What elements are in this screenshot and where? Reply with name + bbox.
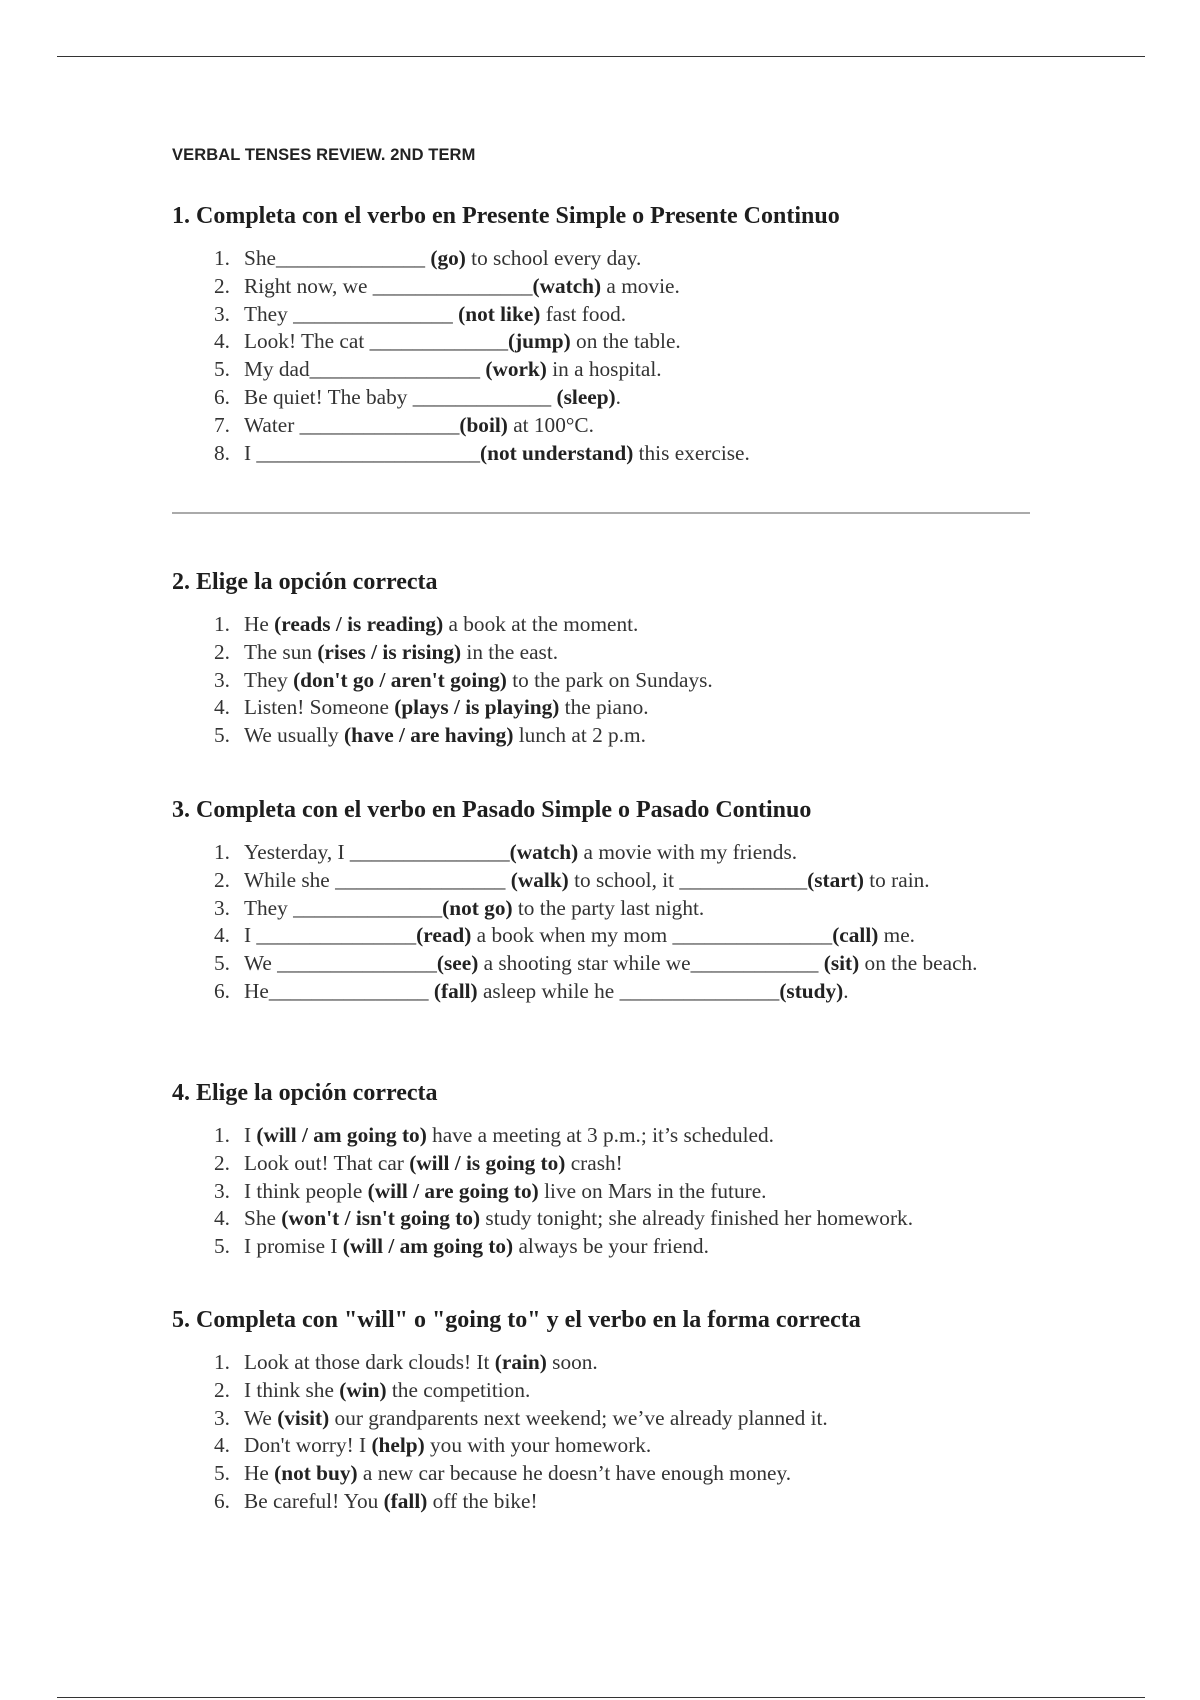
verb-hint: (won't / isn't going to) bbox=[281, 1206, 481, 1231]
verb-hint: (plays / is playing) bbox=[394, 695, 560, 720]
sentence-text: crash! bbox=[565, 1150, 623, 1175]
item-number: 4. bbox=[214, 923, 230, 948]
sentence-text: live on Mars in the future. bbox=[538, 1178, 767, 1203]
exercise-list bbox=[172, 1122, 1072, 1261]
sentence-text: They ______________ bbox=[244, 895, 443, 920]
verb-hint: (watch) bbox=[532, 273, 602, 298]
sentence-text: a book at the moment. bbox=[443, 612, 639, 636]
section-heading: 5. Completa con "will" o "going to" y el verbo en la forma correcta bbox=[172, 1307, 861, 1333]
exercise-item bbox=[172, 412, 1072, 440]
sentence-text: to school, it ____________ bbox=[568, 867, 808, 892]
sentence-text: He bbox=[244, 1461, 275, 1486]
verb-hint: (jump) bbox=[508, 329, 571, 354]
sentence-text: our grandparents next weekend; we’ve already planned it. bbox=[329, 1405, 828, 1430]
verb-hint: (not understand) bbox=[480, 440, 634, 465]
sentence-text: have a meeting at 3 p.m.; it’s scheduled. bbox=[426, 1123, 774, 1147]
section-2 bbox=[172, 567, 1072, 750]
sentence-text: asleep while he _______________ bbox=[477, 978, 780, 1003]
section-heading: 4. Elige la opción correcta bbox=[172, 1080, 438, 1106]
exercise-item bbox=[172, 384, 1072, 412]
sentence-text: a book when my mom _______________ bbox=[471, 923, 833, 948]
exercise-item bbox=[172, 1377, 1072, 1405]
sentence-text: I bbox=[244, 1123, 257, 1147]
verb-hint: (boil) bbox=[459, 412, 508, 437]
sentence-text: the piano. bbox=[559, 695, 649, 720]
exercise-item bbox=[172, 1488, 1072, 1516]
sentence-text: in a hospital. bbox=[546, 357, 662, 382]
verb-hint: (see) bbox=[436, 951, 479, 976]
sentence-text: I think people bbox=[244, 1178, 368, 1203]
sentence-text: to rain. bbox=[863, 867, 930, 892]
sentence-text: . bbox=[843, 978, 849, 1003]
sentence-text: lunch at 2 p.m. bbox=[513, 723, 646, 748]
item-number: 6. bbox=[214, 978, 230, 1003]
sentence-text: He_______________ bbox=[244, 978, 434, 1003]
exercise-item bbox=[172, 1233, 1072, 1261]
exercise-list bbox=[172, 245, 1072, 467]
sentence-text: off the bike! bbox=[427, 1488, 538, 1513]
sentence-text: on the beach. bbox=[859, 951, 978, 976]
sentence-text: He bbox=[244, 612, 275, 636]
item-number: 4. bbox=[214, 1206, 230, 1231]
verb-hint: (don't go / aren't going) bbox=[293, 667, 507, 692]
verb-hint: (will / am going to) bbox=[256, 1123, 427, 1147]
section-heading: 3. Completa con el verbo en Pasado Simple o Pasado Continuo bbox=[172, 797, 812, 823]
verb-hint: (have / are having) bbox=[344, 723, 514, 748]
item-number: 3. bbox=[214, 1178, 230, 1203]
item-number: 3. bbox=[214, 895, 230, 920]
sentence-text: Don't worry! I bbox=[244, 1433, 372, 1458]
exercise-item bbox=[172, 273, 1072, 301]
sentence-text: you with your homework. bbox=[424, 1433, 652, 1458]
item-number: 1. bbox=[214, 840, 230, 864]
item-number: 1. bbox=[214, 246, 230, 270]
section-1 bbox=[172, 201, 1072, 467]
sentence-text: She______________ bbox=[244, 246, 431, 270]
sentence-text: soon. bbox=[546, 1350, 598, 1374]
sentence-text: They _______________ bbox=[244, 301, 459, 326]
verb-hint: (study) bbox=[779, 978, 844, 1003]
item-number: 4. bbox=[214, 695, 230, 720]
exercise-item bbox=[172, 1205, 1072, 1233]
sentence-text: at 100°C. bbox=[507, 412, 594, 437]
verb-hint: (reads / is reading) bbox=[274, 612, 444, 636]
verb-hint: (will / is going to) bbox=[409, 1150, 566, 1175]
verb-hint: (help) bbox=[371, 1433, 425, 1458]
sentence-text: While she ________________ bbox=[244, 867, 511, 892]
item-number: 4. bbox=[214, 329, 230, 354]
exercise-item bbox=[172, 356, 1072, 384]
verb-hint: (win) bbox=[339, 1377, 387, 1402]
exercise-item bbox=[172, 1349, 1072, 1377]
exercise-list bbox=[172, 839, 1072, 1006]
verb-hint: (not go) bbox=[442, 895, 513, 920]
exercise-list bbox=[172, 1349, 1072, 1516]
item-number: 8. bbox=[214, 440, 230, 465]
sentence-text: a movie with my friends. bbox=[578, 840, 798, 864]
sentence-text: Right now, we _______________ bbox=[244, 273, 533, 298]
sentence-text: Look out! That car bbox=[244, 1150, 410, 1175]
exercise-item bbox=[172, 440, 1072, 468]
item-number: 6. bbox=[214, 384, 230, 409]
verb-hint: (walk) bbox=[510, 867, 569, 892]
exercise-item bbox=[172, 722, 1072, 750]
item-number: 4. bbox=[214, 1433, 230, 1458]
sentence-text: . bbox=[615, 384, 621, 409]
exercise-item bbox=[172, 950, 1072, 978]
sentence-text: We usually bbox=[244, 723, 345, 748]
sentence-text: this exercise. bbox=[633, 440, 750, 465]
sentence-text: Be careful! You bbox=[244, 1488, 384, 1513]
verb-hint: (rises / is rising) bbox=[317, 639, 462, 664]
section-divider bbox=[172, 512, 1030, 514]
item-number: 2. bbox=[214, 273, 230, 298]
verb-hint: (sit) bbox=[823, 951, 860, 976]
exercise-item bbox=[172, 978, 1072, 1006]
item-number: 1. bbox=[214, 1350, 230, 1374]
exercise-item bbox=[172, 301, 1072, 329]
section-heading: 2. Elige la opción correcta bbox=[172, 569, 438, 595]
verb-hint: (fall) bbox=[383, 1488, 428, 1513]
section-5 bbox=[172, 1305, 1072, 1516]
exercise-list bbox=[172, 611, 1072, 750]
sentence-text: Look at those dark clouds! It bbox=[244, 1350, 495, 1374]
exercise-item bbox=[172, 1432, 1072, 1460]
verb-hint: (call) bbox=[832, 923, 879, 948]
header-rule bbox=[57, 56, 1145, 57]
item-number: 3. bbox=[214, 1405, 230, 1430]
sentence-text: Listen! Someone bbox=[244, 695, 395, 720]
sentence-text: study tonight; she already finished her homework. bbox=[480, 1206, 914, 1231]
sentence-text: a movie. bbox=[601, 273, 680, 298]
exercise-item bbox=[172, 1122, 1072, 1150]
verb-hint: (fall) bbox=[433, 978, 478, 1003]
verb-hint: (work) bbox=[485, 357, 547, 382]
exercise-item bbox=[172, 1150, 1072, 1178]
item-number: 2. bbox=[214, 1377, 230, 1402]
item-number: 5. bbox=[214, 951, 230, 976]
sentence-text: Look! The cat _____________ bbox=[244, 329, 508, 354]
exercise-item bbox=[172, 1405, 1072, 1433]
item-number: 7. bbox=[214, 412, 230, 437]
verb-hint: (sleep) bbox=[556, 384, 616, 409]
sentence-text: the competition. bbox=[386, 1377, 531, 1402]
item-number: 5. bbox=[214, 357, 230, 382]
sentence-text: a shooting star while we____________ bbox=[478, 951, 824, 976]
item-number: 2. bbox=[214, 1150, 230, 1175]
item-number: 2. bbox=[214, 867, 230, 892]
sentence-text: I _____________________ bbox=[244, 440, 481, 465]
sentence-text: I think she bbox=[244, 1377, 340, 1402]
sentence-text: in the east. bbox=[461, 639, 559, 664]
exercise-item bbox=[172, 895, 1072, 923]
sentence-text: to the park on Sundays. bbox=[506, 667, 713, 692]
verb-hint: (not buy) bbox=[274, 1461, 358, 1486]
sentence-text: Be quiet! The baby _____________ bbox=[244, 384, 557, 409]
verb-hint: (read) bbox=[416, 923, 472, 948]
verb-hint: (not like) bbox=[458, 301, 541, 326]
verb-hint: (go) bbox=[430, 246, 466, 270]
footer-rule bbox=[57, 1697, 1145, 1698]
exercise-item bbox=[172, 839, 1072, 867]
exercise-item bbox=[172, 667, 1072, 695]
sentence-text: I _______________ bbox=[244, 923, 417, 948]
item-number: 5. bbox=[214, 723, 230, 748]
sentence-text: We bbox=[244, 1405, 278, 1430]
item-number: 3. bbox=[214, 301, 230, 326]
section-3 bbox=[172, 795, 1072, 1006]
sentence-text: Water _______________ bbox=[244, 412, 460, 437]
document-title: VERBAL TENSES REVIEW. 2ND TERM bbox=[172, 146, 476, 164]
sentence-text: to school every day. bbox=[465, 246, 642, 270]
item-number: 1. bbox=[214, 612, 230, 636]
sentence-text: to the party last night. bbox=[512, 895, 705, 920]
exercise-item bbox=[172, 328, 1072, 356]
exercise-item bbox=[172, 611, 1072, 639]
item-number: 5. bbox=[214, 1461, 230, 1486]
sentence-text: We _______________ bbox=[244, 951, 437, 976]
section-heading: 1. Completa con el verbo en Presente Simple o Presente Continuo bbox=[172, 203, 840, 229]
sentence-text: a new car because he doesn’t have enough money. bbox=[357, 1461, 792, 1486]
verb-hint: (visit) bbox=[277, 1405, 330, 1430]
exercise-item bbox=[172, 922, 1072, 950]
item-number: 1. bbox=[214, 1123, 230, 1147]
exercise-item bbox=[172, 1460, 1072, 1488]
item-number: 3. bbox=[214, 667, 230, 692]
exercise-item bbox=[172, 245, 1072, 273]
sentence-text: They bbox=[244, 667, 294, 692]
item-number: 6. bbox=[214, 1488, 230, 1513]
exercise-item bbox=[172, 639, 1072, 667]
sentence-text: The sun bbox=[244, 639, 318, 664]
sentence-text: My dad________________ bbox=[244, 357, 486, 382]
exercise-item bbox=[172, 1178, 1072, 1206]
item-number: 5. bbox=[214, 1234, 230, 1259]
sentence-text: She bbox=[244, 1206, 282, 1231]
sentence-text: Yesterday, I _______________ bbox=[244, 840, 510, 864]
verb-hint: (will / are going to) bbox=[367, 1178, 539, 1203]
sentence-text: on the table. bbox=[570, 329, 681, 354]
verb-hint: (rain) bbox=[494, 1350, 547, 1374]
sentence-text: me. bbox=[878, 923, 915, 948]
verb-hint: (start) bbox=[807, 867, 864, 892]
verb-hint: (watch) bbox=[509, 840, 579, 864]
verb-hint: (will / am going to) bbox=[342, 1234, 514, 1259]
item-number: 2. bbox=[214, 639, 230, 664]
exercise-item bbox=[172, 867, 1072, 895]
sentence-text: fast food. bbox=[540, 301, 627, 326]
section-4 bbox=[172, 1078, 1072, 1261]
exercise-item bbox=[172, 694, 1072, 722]
sentence-text: I promise I bbox=[244, 1234, 343, 1259]
sentence-text: always be your friend. bbox=[513, 1234, 709, 1259]
